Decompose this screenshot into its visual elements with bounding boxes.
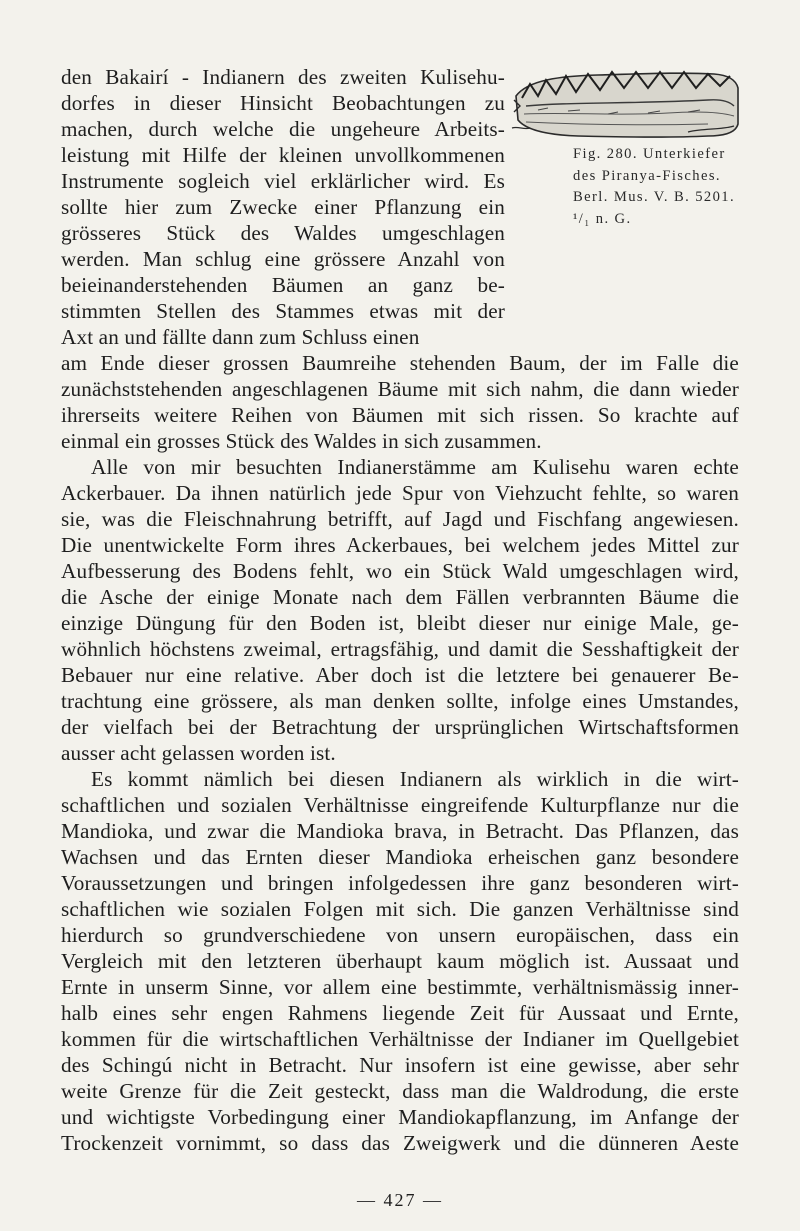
text-line: Es kommt nämlich bei diesen Indianern als wirklich in die wirt- [91,767,739,791]
text-line: Instrumente sogleich viel erklärlicher wird. Es [61,169,505,193]
fish-jaw-illustration [508,66,740,140]
text-line: und wichtigste Vorbedingung einer Mandiokapflanzung, im Anfange der [61,1105,739,1129]
text-line: trachtung eine grössere, als man denken sollte, infolge eines Umstandes, [61,689,739,713]
text-line: Mandioka, und zwar die Mandioka brava, in Betracht. Das Pflanzen, das [61,819,739,843]
text-line: werden. Man schlug eine grössere Anzahl von [61,247,505,271]
text-line: Alle von mir besuchten Indianerstämme am Kulisehu waren echte [91,455,739,479]
text-line: leistung mit Hilfe der kleinen unvollkommenen [61,143,505,167]
text-line: grösseres Stück des Waldes umgeschlagen [61,221,505,245]
caption-line: ¹/₁ n. G. [573,210,632,227]
text-line: Voraussetzungen und bringen infolgedessen ihre ganz besonderen wirt- [61,871,739,895]
text-line: dorfes in dieser Hinsicht Beobachtungen zu [61,91,505,115]
text-line: Ackerbauer. Da ihnen natürlich jede Spur von Viehzucht fehlte, so waren [61,481,739,505]
text-line: der vielfach bei der Betrachtung der ursprünglichen Wirtschaftsformen [61,715,739,739]
text-line: wöhnlich höchstens zweimal, ertragsfähig, und damit die Sesshaftigkeit der [61,637,739,661]
text-line: ausser acht gelassen worden ist. [61,741,336,765]
text-line: sollte hier zum Zwecke einer Pflanzung ein [61,195,505,219]
caption-line: des Piranya-Fisches. [573,167,721,184]
text-line: Die unentwickelte Form ihres Ackerbaues, bei welchem jedes Mittel zur [61,533,739,557]
text-line: beieinanderstehenden Bäumen an ganz be- [61,273,505,297]
caption-line: Berl. Mus. V. B. 5201. [573,189,736,205]
figure-caption [573,144,743,230]
text-line: Ernte in unserm Sinne, vor allem eine bestimmte, verhältnismässig inner- [61,975,739,999]
text-line: einmal ein grosses Stück des Waldes in sich zusammen. [61,429,542,453]
text-line: den Bakairí - Indianern des zweiten Kulisehu- [61,65,505,89]
text-line: hierdurch so grundverschiedene von unsern europäischen, dass ein [61,923,739,947]
text-line: zunächststehenden angeschlagenen Bäume mit sich nahm, die dann wieder [61,377,739,401]
text-line: Wachsen und das Ernten dieser Mandioka erheischen ganz besondere [61,845,739,869]
text-line: schaftlichen wie sozialen Folgen mit sich. Die ganzen Verhältnisse sind [61,897,739,921]
text-line: des Schingú nicht in Betracht. Nur insofern ist eine gewisse, aber sehr [61,1053,739,1077]
caption-line: Fig. 280. Unterkiefer [573,146,726,162]
text-line: kommen für die wirtschaftlichen Verhältnisse der Indianer im Quellgebiet [61,1027,739,1051]
text-line: Aufbesserung des Bodens fehlt, wo ein Stück Wald umgeschlagen wird, [61,559,739,583]
text-line: sie, was die Fleischnahrung betrifft, auf Jagd und Fischfang angewiesen. [61,507,739,531]
page-number: — 427 — [357,1190,443,1210]
text-line: schaftlichen und sozialen Verhältnisse eingreifende Kulturpflanze nur die [61,793,739,817]
text-line: die Asche der einige Monate nach dem Fällen verbrannten Bäume die [61,585,739,609]
text-line: ihrerseits weitere Reihen von Bäumen mit sich rissen. So krachte auf [61,403,739,427]
text-line: Axt an und fällte dann zum Schluss einen [61,325,420,349]
text-line: Bebauer nur eine relative. Aber doch ist die letztere bei genauerer Be- [61,663,739,687]
text-line: Vergleich mit den letzteren überhaupt kaum möglich ist. Aussaat und [61,949,739,973]
text-line: stimmten Stellen des Stammes etwas mit der [61,299,505,323]
text-line: am Ende dieser grossen Baumreihe stehenden Baum, der im Falle die [61,351,739,375]
text-line: Trockenzeit vornimmt, so dass das Zweigwerk und die dünneren Aeste [61,1131,739,1155]
text-line: einzige Düngung für den Boden ist, bleibt dieser nur einige Male, ge- [61,611,739,635]
text-line: halb eines sehr engen Rahmens liegende Zeit für Aussaat und Ernte, [61,1001,739,1025]
text-line: machen, durch welche die ungeheure Arbeits- [61,117,505,141]
text-line: weite Grenze für die Zeit gesteckt, dass man die Waldrodung, die erste [61,1079,739,1103]
